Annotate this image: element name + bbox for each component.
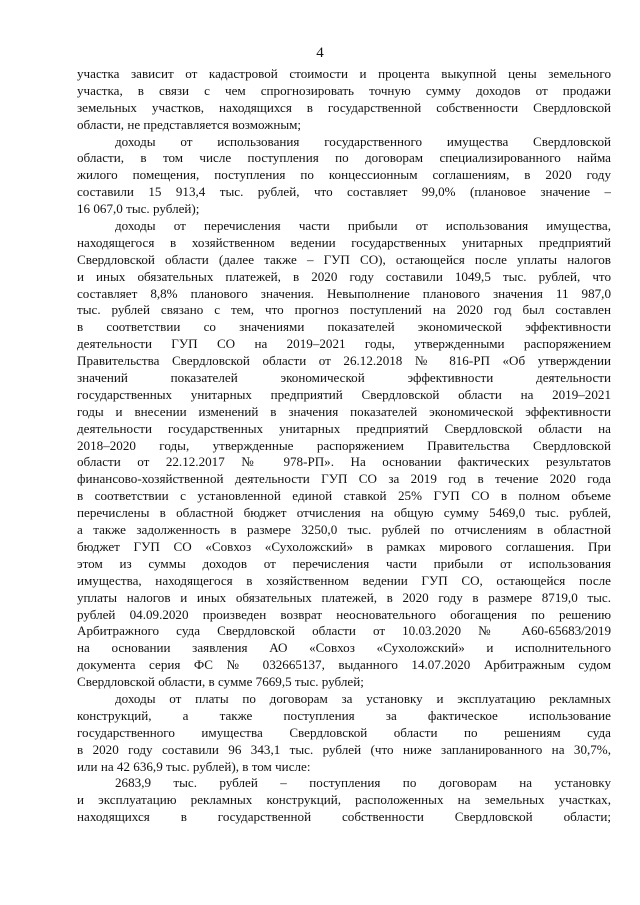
text-line: находящихся в государственной собственности Свердловской области; (77, 809, 611, 825)
text-line: бюджет ГУП СО «Совхоз «Сухоложский» в рамках мирового соглашения. При (77, 538, 611, 554)
text-line: Правительства Свердловской области от 26.12.2018 № 816-РП «Об утверждении (77, 353, 611, 369)
text-line: этом из суммы доходов от перечисления части прибыли от использования (77, 555, 611, 571)
text-line: в соответствии со значениями показателей экономической эффективности (77, 319, 611, 335)
text-line: на основании заявления АО «Совхоз «Сухоложский» и исполнительного (77, 640, 611, 656)
text-line: 16 067,0 тыс. рублей); (77, 201, 200, 217)
text-line: области, не представляется возможным; (77, 116, 302, 132)
text-line: рублей 04.09.2020 произведен возврат неосновательного обогащения по решению (77, 606, 611, 622)
text-line: в 2020 году составили 96 343,1 тыс. рублей (что ниже запланированного на 30,7%, (77, 741, 611, 757)
text-line: 2683,9 тыс. рублей – поступления по договорам на установку (115, 775, 611, 791)
text-line: доходы от использования государственного имущества Свердловской (115, 133, 611, 149)
text-line: или на 42 636,9 тыс. рублей), в том числе: (77, 758, 311, 774)
text-line: и эксплуатацию рекламных конструкций, расположенных на земельных участках, (77, 792, 611, 808)
text-line: уплаты налогов и иных обязательных платежей, в 2020 году в размере 8719,0 тыс. (77, 589, 611, 605)
text-line: тыс. рублей связано с тем, что прогноз поступлений на 2020 год был составлен (77, 302, 611, 318)
text-line: составляет 8,8% планового значения. Невыполнение планового значения 11 987,0 (77, 285, 611, 301)
text-line: области от 22.12.2017 № 978-РП». На основании фактических результатов (77, 454, 611, 470)
text-line: деятельности государственных унитарных предприятий Свердловской области на (77, 420, 611, 436)
text-line: доходы от платы по договорам за установку и эксплуатацию рекламных (115, 690, 611, 706)
text-line: участка, в связи с чем спрогнозировать точную сумму доходов от продажи (77, 82, 611, 98)
text-line: конструкций, а также поступления за фактическое использование (77, 707, 611, 723)
text-line: и иных обязательных платежей, в 2020 году составили 1049,5 тыс. рублей, что (77, 268, 611, 284)
text-line: жилого помещения, поступления по концессионным соглашениям, в 2020 году (77, 167, 611, 183)
text-line: государственного имущества Свердловской области по решениям суда (77, 724, 611, 740)
text-line: земельных участков, находящихся в государственной собственности Свердловской (77, 99, 611, 115)
text-line: находящегося в хозяйственном ведении государственных унитарных предприятий (77, 234, 611, 250)
text-line: в соответствии с установленной единой ставкой 25% ГУП СО в полном объеме (77, 488, 611, 504)
text-line: деятельности ГУП СО на 2019–2021 годы, утвержденными распоряжением (77, 336, 611, 352)
text-line: документа серия ФС № 032665137, выданного 14.07.2020 Арбитражным судом (77, 657, 611, 673)
text-line: государственных унитарных предприятий Свердловской области на 2019–2021 (77, 386, 611, 402)
text-line: составили 15 913,4 тыс. рублей, что составляет 99,0% (плановое значение – (77, 184, 611, 200)
text-line: участка зависит от кадастровой стоимости и процента выкупной цены земельного (77, 66, 611, 81)
text-line: перечислены в областной бюджет отчисления на общую сумму 5469,0 тыс. рублей, (77, 505, 611, 521)
text-line: а также задолженность в размере 3250,0 тыс. рублей по отчислениям в областной (77, 522, 611, 538)
text-line: 2018–2020 годы, утвержденные распоряжением Правительства Свердловской (77, 437, 611, 453)
text-line: области, в том числе поступления по договорам специализированного найма (77, 150, 611, 166)
text-line: значений показателей экономической эффективности деятельности (77, 370, 611, 386)
text-line: Арбитражного суда Свердловской области от 10.03.2020 № А60-65683/2019 (77, 623, 611, 639)
text-line: Свердловской области (далее также – ГУП СО), остающейся после уплаты налогов (77, 251, 611, 267)
text-line: Свердловской области, в сумме 7669,5 тыс. рублей; (77, 674, 364, 690)
text-line: имущества, находящегося в хозяйственном ведении ГУП СО, остающейся после (77, 572, 611, 588)
body-text (77, 66, 611, 826)
page-number: 4 (316, 45, 324, 61)
text-line: финансово-хозяйственной деятельности ГУП СО за 2019 год в течение 2020 года (77, 471, 611, 487)
text-line: доходы от перечисления части прибыли от использования имущества, (115, 218, 611, 234)
text-line: годы и внесении изменений в значения показателей экономической эффективности (77, 403, 611, 419)
